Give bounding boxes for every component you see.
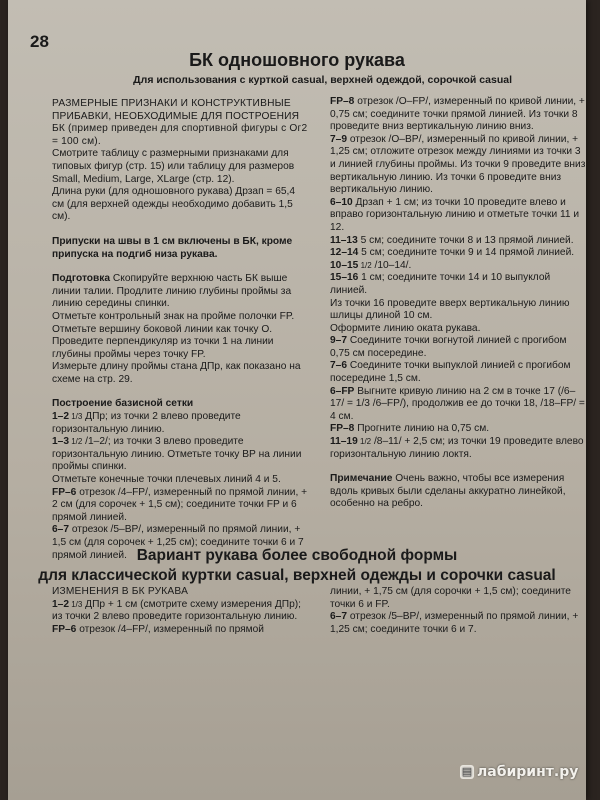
step-label: 9–7 xyxy=(330,335,347,347)
step-text: ДПр + 1 см (смотрите схему измерения ДПр); из точки 2 влево проведите горизонтальную линию. xyxy=(52,598,302,623)
step-text: ДПр; из точки 2 влево проведите горизонтальную линию. xyxy=(52,411,241,435)
step-text: отрезок /5–ВР/, измеренный по прямой линии, + 1,5 см (для сорочек + 1,25 см); соедините точки 6 и 7 прямой линией. xyxy=(52,524,304,561)
step xyxy=(330,272,586,297)
step-label: 1–3 xyxy=(52,436,69,448)
step-label: FP–8 xyxy=(330,423,355,435)
step-label: 6–7 xyxy=(330,611,347,623)
step-label: 1–2 xyxy=(52,411,69,423)
section-right-column xyxy=(330,586,582,636)
fraction: 1/2 xyxy=(358,260,372,270)
step xyxy=(52,411,308,436)
step-text: отрезок /4–FP/, измеренный по прямой xyxy=(76,623,265,635)
step-label: 10–15 xyxy=(330,259,359,271)
section-left-column xyxy=(52,586,312,636)
step-text: Дрзап + 1 см; из точки 10 проведите влево и вправо горизонтальную линию и отметьте точки 11 и 12. xyxy=(330,196,580,233)
step-label: 12–14 xyxy=(330,247,359,259)
step xyxy=(330,386,586,424)
step-text: 5 см; соедините точки 8 и 13 прямой линией. xyxy=(357,234,574,246)
step xyxy=(52,599,312,624)
step-text: /10–14/. xyxy=(371,259,412,271)
left-column xyxy=(52,98,308,562)
step xyxy=(52,436,308,474)
step-label: 7–6 xyxy=(330,360,347,372)
paragraph: Длина руки (для одношовного рукава) Дрзап = 65,4 см (для верхней одежды необходимо добавить 1,5 см). xyxy=(52,186,296,223)
step-text: /8–11/ + 2,5 см; из точки 19 проведите влево горизонтальную линию локтя. xyxy=(330,436,584,460)
step xyxy=(330,134,586,197)
step-label: 6–7 xyxy=(52,524,69,536)
paragraph: Проведите перпендикуляр из точки 1 на линии глубины проймы через точку FP. xyxy=(52,336,274,360)
step xyxy=(330,611,582,636)
page-subtitle: Для использования с курткой casual, верхней одеждой, сорочкой casual xyxy=(133,74,512,86)
step xyxy=(330,436,586,461)
paragraph: Из точки 16 проведите вверх вертикальную линию шлицы длиной 10 см. xyxy=(330,297,570,322)
step xyxy=(52,624,312,637)
book-icon: ▤ xyxy=(461,765,473,778)
grid-title: Построение базисной сетки xyxy=(52,398,194,410)
step-label: FP–6 xyxy=(52,486,77,498)
fraction: 1/2 xyxy=(69,437,83,447)
preparation-text: Скопируйте верхнюю часть БК выше линии талии. Продлите линию глубины проймы за линию середины спинки. xyxy=(52,273,292,310)
step-text: отрезок /О–FP/, измеренный по кривой линии, + 0,75 см; соедините точки прямой линией. Из точки 8 проведите вниз вертикальную линию вниз. xyxy=(330,96,585,133)
step-label: FP–6 xyxy=(52,623,77,635)
step xyxy=(330,96,586,134)
step-text: отрезок /О–ВР/, измеренный по кривой линии, + 1,25 см; отложите отрезок между линиями из точки 3 и линией глубины проймы. Из точки 9 проведите вниз вертикальную линию. Из точки 6 проведите вниз вертикальную линию. xyxy=(330,133,586,196)
fraction: 1/2 xyxy=(357,437,372,447)
step-text: Прогните линию на 0,75 см. xyxy=(354,423,490,435)
changes-heading: ИЗМЕНЕНИЯ В БК РУКАВА xyxy=(52,586,189,597)
watermark xyxy=(460,764,578,780)
preparation-paragraph xyxy=(52,273,308,311)
step-text: отрезок /4–FP/, измеренный по прямой линии, + 2 см (для сорочек + 1,5 см); соедините точки FP и 6 прямой линией. xyxy=(52,486,308,523)
section-title-line: Вариант рукава более свободной формы xyxy=(136,547,458,564)
paragraph: Смотрите таблицу с размерными признаками для типовых фигур (стр. 15) или таблицу для размеров Small, Medium, Large, XLarge (стр. 12). xyxy=(52,148,295,185)
fraction: 1/3 xyxy=(69,412,83,422)
step-label: 11–19 xyxy=(330,436,358,448)
note-label: Примечание xyxy=(330,473,393,485)
step xyxy=(330,197,586,235)
step xyxy=(330,360,586,385)
step-label: 6–FP xyxy=(330,385,355,397)
step-label: 11–13 xyxy=(330,234,358,246)
step-label: FP–8 xyxy=(330,96,355,107)
paragraph: Отметьте вершину боковой линии как точку О. xyxy=(52,323,273,335)
step-text: Выгните кривую линию на 2 см в точке 17 (/6–17/ = 1/3 /6–FP/), продолжив ее до точки 18, /18–FP/ = 4 см. xyxy=(330,385,585,422)
paragraph: Измерьте длину проймы стана ДПр, как показано на схеме на стр. 29. xyxy=(52,361,301,385)
step-label: 1–2 xyxy=(52,598,69,610)
paragraph: Отметьте контрольный знак на пройме полочки FP. xyxy=(52,310,295,322)
step-label: 7–9 xyxy=(330,133,347,145)
step xyxy=(330,335,586,360)
step-text: /1–2/; из точки 3 влево проведите горизонтальную линию. Отметьте точку ВР на линии проймы спинки. xyxy=(52,436,302,473)
step-text: отрезок /5–ВР/, измеренный по прямой линии, + 1,25 см; соедините точки 6 и 7. xyxy=(330,611,579,635)
step-text: Соедините точки выпуклой линией с прогибом посередине 1,5 см. xyxy=(330,360,571,385)
paragraph: Отметьте конечные точки плечевых линий 4 и 5. xyxy=(52,474,281,486)
right-column xyxy=(330,96,586,511)
step xyxy=(330,423,586,436)
preparation-label: Подготовка xyxy=(52,273,111,285)
section-title-line: для классической куртки casual, верхней одежды и сорочки casual xyxy=(38,567,556,584)
note-paragraph xyxy=(330,473,586,511)
paragraph: Оформите линию оката рукава. xyxy=(330,322,481,334)
book-page xyxy=(8,0,586,800)
step-text: 5 см; соедините точки 9 и 14 прямой линией. xyxy=(358,247,575,259)
page-number: 28 xyxy=(30,32,49,51)
step xyxy=(330,247,586,260)
intro-paragraph: РАЗМЕРНЫЕ ПРИЗНАКИ И КОНСТРУКТИВНЫЕ ПРИБАВКИ, НЕОБХОДИМЫЕ ДЛЯ ПОСТРОЕНИЯ БК (пример приведен для спортивной фигуры с Ог2 = 100 см). xyxy=(52,98,308,147)
allowance-note: Припуски на швы в 1 см включены в БК, кроме припуска на подгиб низа рукава. xyxy=(52,235,293,260)
step xyxy=(52,487,308,525)
watermark-text: лабиринт.ру xyxy=(477,764,579,780)
step-text: Соедините точки вогнутой линией с прогибом 0,75 см посередине. xyxy=(330,335,567,359)
fraction: 1/3 xyxy=(69,599,83,609)
step-label: 15–16 xyxy=(330,272,359,284)
section-title xyxy=(8,546,586,586)
step xyxy=(330,235,586,248)
page-title: БК одношовного рукава xyxy=(189,50,405,70)
step xyxy=(330,260,586,273)
note-text: Очень важно, чтобы все измерения вдоль кривых были сделаны аккуратно линейкой, особенно на ребро. xyxy=(330,473,566,510)
step-label: 6–10 xyxy=(330,196,353,208)
step-continuation: линии, + 1,75 см (для сорочки + 1,5 см); соедините точки 6 и FP. xyxy=(330,586,571,610)
step-text: 1 см; соедините точки 14 и 10 выпуклой линией. xyxy=(330,272,551,296)
